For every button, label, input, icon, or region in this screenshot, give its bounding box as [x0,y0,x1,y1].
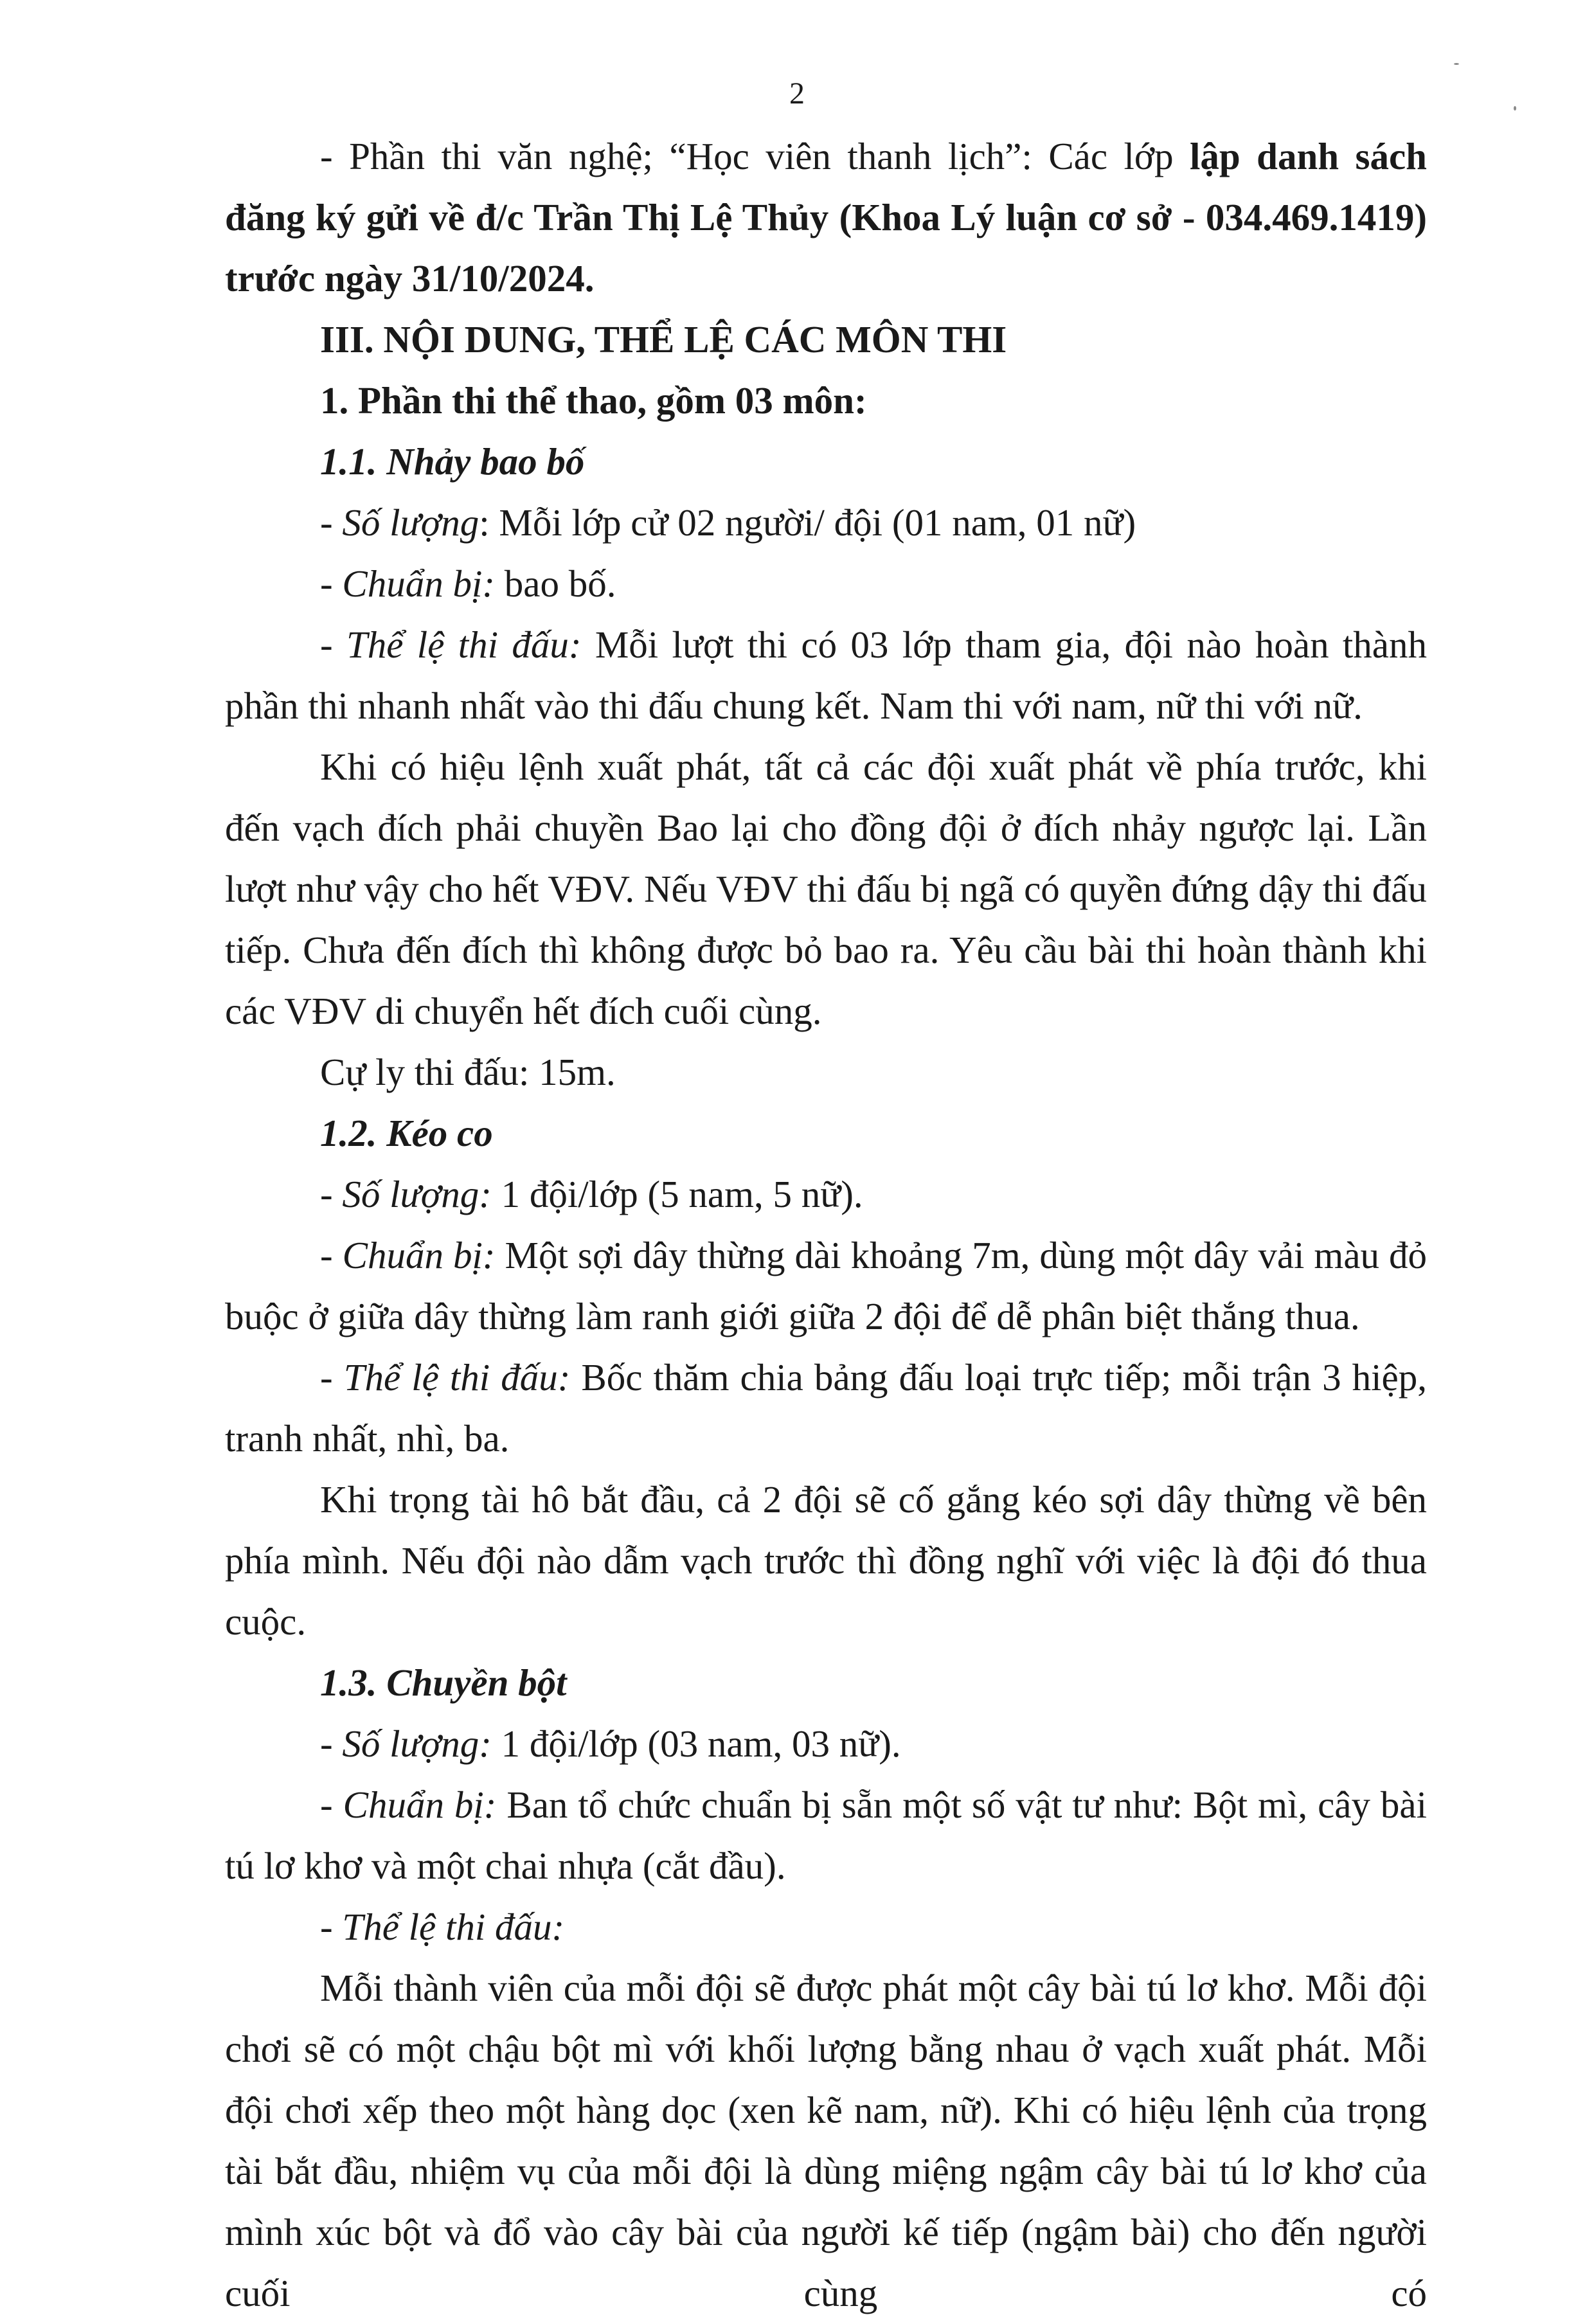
preparation-text: Ban tổ chức chuẩn bị sẵn một số vật tư như: Bột mì, cây bài tú lơ khơ và một chai nhựa (cắt đầu). [225,1783,1427,1887]
section-title: III. NỘI DUNG, THỂ LỆ CÁC MÔN THI [320,318,1007,361]
preparation-line [225,553,1427,614]
registration-text: - Phần thi văn nghệ; “Học viên thanh lịch”: Các lớp [320,135,1190,177]
rules-label: - Thể lệ thi đấu: [320,623,582,666]
rules-label: - Thể lệ thi đấu: [320,1906,565,1948]
distance-line: Cự ly thi đấu: 15m. [320,1051,616,1093]
document-body [225,126,1427,2324]
rules-line [225,1347,1427,1469]
rules-text: Bốc thăm chia bảng đấu loại trực tiếp; mỗi trận 3 hiệp, tranh nhất, nhì, ba. [225,1356,1427,1460]
quantity-text: : Mỗi lớp cử 02 người/ đội (01 nam, 01 nữ) [479,501,1136,544]
preparation-text: Một sợi dây thừng dài khoảng 7m, dùng một dây vải màu đỏ buộc ở giữa dây thừng làm ranh giới giữa 2 đội để dễ phân biệt thắng thua. [225,1234,1428,1337]
rules-line [225,1897,1427,1958]
quantity-text: 1 đội/lớp (03 nam, 03 nữ). [491,1722,901,1765]
preparation-text: bao bố. [495,562,616,605]
preparation-line [225,1225,1427,1347]
subsection-title: 1. Phần thi thể thao, gồm 03 môn: [320,379,867,422]
item-title-nhay-bao-bo: 1.1. Nhảy bao bố [320,440,585,483]
registration-bold-text: lập danh sách đăng ký gửi về đ/c Trần Thị Lệ Thủy (Khoa Lý luận cơ sở - 034.469.1419) trước ngày 31/10/2024. [225,135,1427,299]
scan-speck [1514,106,1516,111]
rules-label: - Thể lệ thi đấu: [320,1356,571,1399]
quantity-line [225,1164,1427,1225]
rules-line [225,614,1427,737]
quantity-label: - Số lượng: [320,1173,492,1215]
page-number: 2 [789,76,805,111]
registration-paragraph [225,126,1427,309]
rules-text: Mỗi lượt thi có 03 lớp tham gia, đội nào hoàn thành phần thi nhanh nhất vào thi đấu chung kết. Nam thi với nam, nữ thi với nữ. [225,623,1427,727]
quantity-text: 1 đội/lớp (5 nam, 5 nữ). [491,1173,863,1215]
rules-paragraph: Khi trọng tài hô bắt đầu, cả 2 đội sẽ cố gắng kéo sợi dây thừng về bên phía mình. Nếu đội nào dẫm vạch trước thì đồng nghĩ với việc là đội đó thua cuộc. [225,1478,1427,1643]
quantity-line [225,492,1427,553]
rules-paragraph: Khi có hiệu lệnh xuất phát, tất cả các đội xuất phát về phía trước, khi đến vạch đích phải chuyền Bao lại cho đồng đội ở đích nhảy ngược lại. Lần lượt như vậy cho hết VĐV. Nếu VĐV thi đấu bị ngã có quyền đứng dậy thi đấu tiếp. Chưa đến đích thì không được bỏ bao ra. Yêu cầu bài thi hoàn thành khi các VĐV di chuyển hết đích cuối cùng. [225,746,1427,1032]
preparation-line [225,1774,1427,1897]
preparation-label: - Chuẩn bị: [320,562,496,605]
preparation-label: - Chuẩn bị: [320,1783,497,1826]
preparation-label: - Chuẩn bị: [320,1234,496,1276]
rules-paragraph: Mỗi thành viên của mỗi đội sẽ được phát một cây bài tú lơ khơ. Mỗi đội chơi sẽ có một chậu bột mì với khối lượng bằng nhau ở vạch xuất phát. Mỗi đội chơi xếp theo một hàng dọc (xen kẽ nam, nữ). Khi có hiệu lệnh của trọng tài bắt đầu, nhiệm vụ của mỗi đội là dùng miệng ngậm cây bài tú lơ khơ của mình xúc bột và đổ vào cây bài của người kế tiếp (ngậm bài) cho đến người cuối cùng có [225,1967,1427,2314]
quantity-line [225,1713,1427,1774]
scan-speck [1454,63,1459,65]
quantity-label: - Số lượng: [320,1722,492,1765]
item-title-chuyen-bot: 1.3. Chuyền bột [320,1661,567,1704]
quantity-label: - Số lượng [320,501,479,544]
item-title-keo-co: 1.2. Kéo co [320,1112,493,1154]
